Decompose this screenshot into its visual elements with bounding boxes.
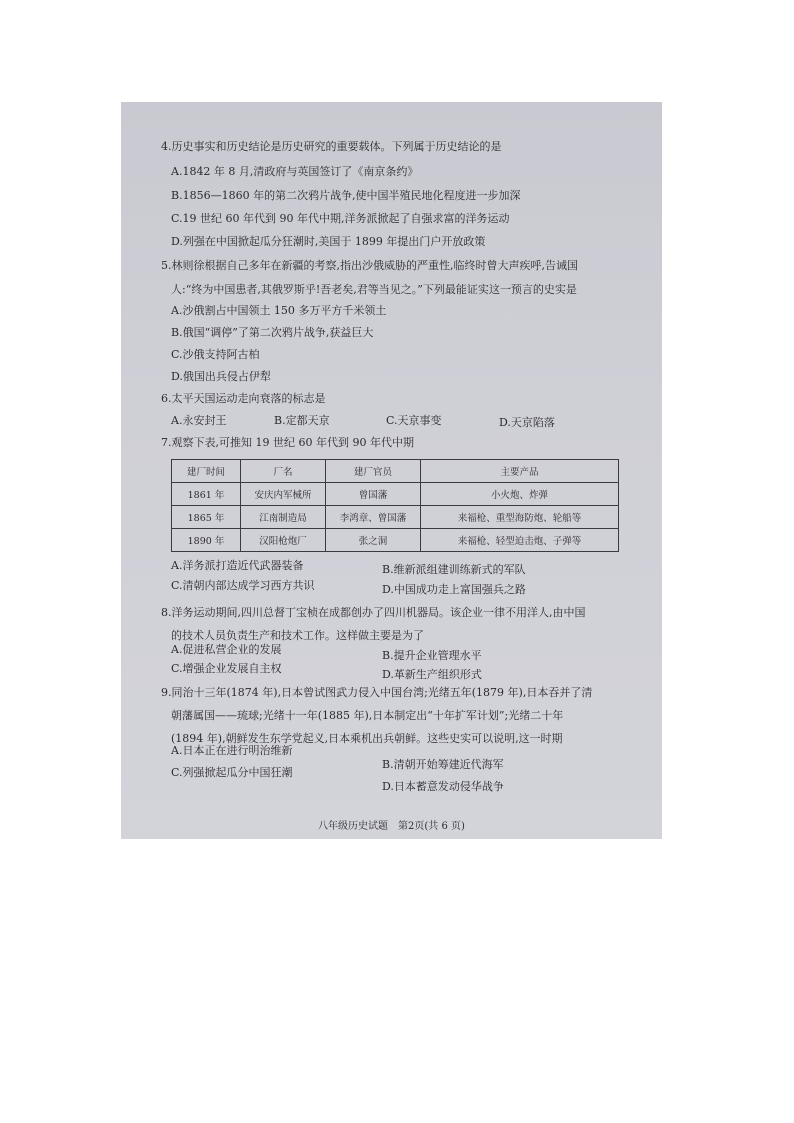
page-footer: 八年级历史试题 第2页(共 6 页) xyxy=(318,821,465,832)
table-row xyxy=(172,506,619,529)
question-5-option-a: A.沙俄割占中国领土 150 多万平方千米领土 xyxy=(171,304,387,317)
question-5-option-b: B.俄国“调停”了第二次鸦片战争,获益巨大 xyxy=(171,326,374,339)
question-9-option-d: D.日本蓄意发动侵华战争 xyxy=(382,780,504,793)
question-6-option-d: D.天京陷落 xyxy=(499,416,555,429)
question-8-stem-line-1: 8.洋务运动期间,四川总督丁宝桢在成都创办了四川机器局。该企业一律不用洋人,由中国 xyxy=(161,606,586,619)
table-header-cell: 主要产品 xyxy=(421,460,619,483)
table-cell: 1890 年 xyxy=(172,529,241,552)
question-8-option-c: C.增强企业发展自主权 xyxy=(171,662,282,675)
table-header-cell: 建厂时间 xyxy=(172,460,241,483)
question-5-stem-line-1: 5.林则徐根据自己多年在新疆的考察,指出沙俄威胁的严重性,临终时曾大声疾呼,告诫国 xyxy=(161,259,578,272)
table-cell: 小火炮、炸弹 xyxy=(421,483,619,506)
question-6-stem: 6.太平天国运动走向衰落的标志是 xyxy=(161,392,326,405)
table-header-row xyxy=(172,460,619,483)
question-9-stem-line-1: 9.同治十三年(1874 年),日本曾试图武力侵入中国台湾;光绪五年(1879 年),日本吞并了清 xyxy=(161,686,593,699)
question-4-option-b: B.1856—1860 年的第二次鸦片战争,使中国半殖民地化程度进一步加深 xyxy=(171,189,521,202)
table-cell: 1861 年 xyxy=(172,483,241,506)
question-8-option-b: B.提升企业管理水平 xyxy=(382,649,482,662)
question-9-option-a: A.日本正在进行明治维新 xyxy=(171,744,293,757)
question-7-option-a: A.洋务派打造近代武器装备 xyxy=(171,559,304,572)
question-5-option-d: D.俄国出兵侵占伊犁 xyxy=(171,370,271,383)
question-7-option-d: D.中国成功走上富国强兵之路 xyxy=(382,583,526,596)
table-cell: 张之洞 xyxy=(326,529,421,552)
question-7-stem: 7.观察下表,可推知 19 世纪 60 年代到 90 年代中期 xyxy=(161,436,414,449)
table-cell: 李鸿章、曾国藩 xyxy=(326,506,421,529)
question-6-option-b: B.定都天京 xyxy=(274,414,330,427)
table-cell: 江南制造局 xyxy=(241,506,326,529)
question-6-option-a: A.永安封王 xyxy=(171,414,227,427)
question-5-option-c: C.沙俄支持阿古柏 xyxy=(171,348,260,361)
factory-table xyxy=(171,459,619,552)
question-9-stem-line-2: 朝藩属国——琉球;光绪十一年(1885 年),日本制定出“十年扩军计划”;光绪二十年 xyxy=(171,709,564,722)
question-8-option-a: A.促进私营企业的发展 xyxy=(171,643,282,656)
table-cell: 曾国藩 xyxy=(326,483,421,506)
table-header-cell: 建厂官员 xyxy=(326,460,421,483)
question-9-stem-line-3: (1894 年),朝鲜发生东学党起义,日本乘机出兵朝鲜。这些史实可以说明,这一时期 xyxy=(171,732,563,745)
question-8-option-d: D.革新生产组织形式 xyxy=(382,668,482,681)
question-8-stem-line-2: 的技术人员负责生产和技术工作。这样做主要是为了 xyxy=(171,629,424,642)
question-4-option-c: C.19 世纪 60 年代到 90 年代中期,洋务派掀起了自强求富的洋务运动 xyxy=(171,212,510,225)
exam-page-photo xyxy=(121,102,662,839)
question-7-option-c: C.清朝内部达成学习西方共识 xyxy=(171,579,315,592)
table-row xyxy=(172,483,619,506)
question-4-option-a: A.1842 年 8 月,清政府与英国签订了《南京条约》 xyxy=(171,165,419,178)
table-header-cell: 厂名 xyxy=(241,460,326,483)
table-cell: 汉阳枪炮厂 xyxy=(241,529,326,552)
table-cell: 1865 年 xyxy=(172,506,241,529)
question-6-option-c: C.天京事变 xyxy=(386,414,442,427)
question-7-option-b: B.维新派组建训练新式的军队 xyxy=(382,563,526,576)
question-4-option-d: D.列强在中国掀起瓜分狂潮时,美国于 1899 年提出门户开放政策 xyxy=(171,235,486,248)
table-cell: 来福枪、重型海防炮、轮船等 xyxy=(421,506,619,529)
question-4-stem: 4.历史事实和历史结论是历史研究的重要载体。下列属于历史结论的是 xyxy=(161,140,502,153)
table-cell: 安庆内军械所 xyxy=(241,483,326,506)
question-5-stem-line-2: 人:“终为中国患者,其俄罗斯乎!吾老矣,君等当见之。”下列最能证实这一预言的史实是 xyxy=(171,283,577,296)
table-cell: 来福枪、轻型迫击炮、子弹等 xyxy=(421,529,619,552)
question-9-option-b: B.清朝开始筹建近代海军 xyxy=(382,758,504,771)
table-row xyxy=(172,529,619,552)
question-9-option-c: C.列强掀起瓜分中国狂潮 xyxy=(171,766,293,779)
